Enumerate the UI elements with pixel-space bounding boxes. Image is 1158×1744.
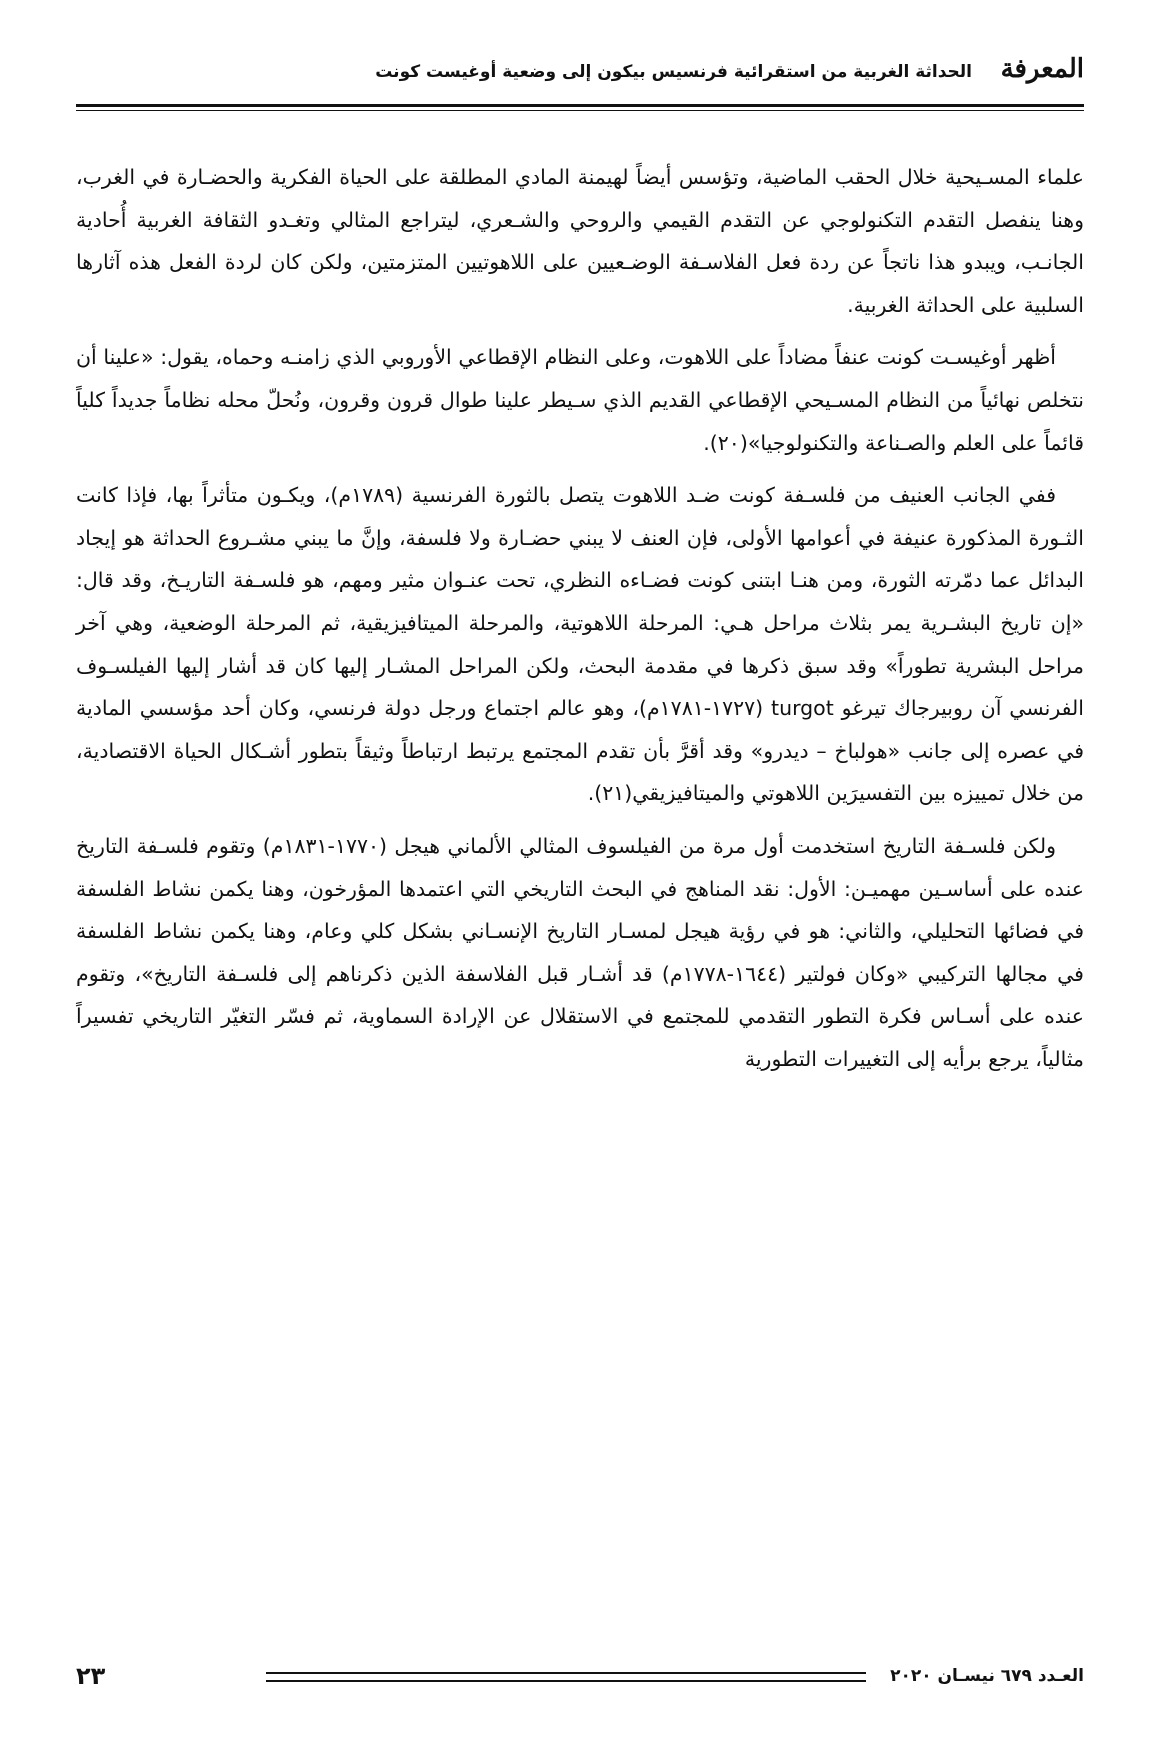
paragraph: أظهر أوغيسـت كونت عنفاً مضاداً على اللاهوت، وعلى النظام الإقطاعي الأوروبي الذي زامنـه وحماه، يقول: «علينا أن نتخلص نهائياً من النظام المسـيحي الإقطاعي القديم الذي سـيطر علينا طوال قرون وقرون، ونُحلّ محله نظاماً جديداً كلياً قائماً على العلم والصـناعة والتكنولوجيا»(٢٠).: [76, 345, 1084, 455]
footer-rule: [266, 1680, 866, 1682]
header-rule: [76, 104, 1084, 107]
article-body: [76, 156, 1084, 1696]
page-footer: [76, 1662, 1084, 1706]
paragraph: علماء المسـيحية خلال الحقب الماضية، وتؤسس أيضاً لهيمنة المادي المطلقة على الحياة الفكرية والحضـارة في الغرب، وهنا ينفصل التقدم التكنولوجي عن التقدم القيمي والروحي والشـعري، ليتراجع المثالي وتغـدو الثقافة الغربية أُحادية الجانـب، ويبدو هذا ناتجاً عن ردة فعل الفلاسـفة الوضـعيين على اللاهوتيين المتزمتين، ولكن كان لردة الفعل هذه آثارها السلبية على الحداثة الغربية.: [76, 165, 1084, 317]
issue-info: العـدد ٦٧٩ نيسـان ٢٠٢٠: [890, 1666, 1084, 1686]
paragraph: ففي الجانب العنيف من فلسـفة كونت ضـد اللاهوت يتصل بالثورة الفرنسية (١٧٨٩م)، ويكـون متأثراً بها، فإذا كانت الثـورة المذكورة عنيفة في أعوامها الأولى، فإن العنف لا يبني حضـارة ولا فلسفة، وإنَّ ما يبني مشـروع الحداثة هو إيجاد البدائل عما دمّرته الثورة، ومن هنـا ابتنى كونت فضـاءه النظري، تحت عنـوان مثير ومهم، هو فلسـفة التاريـخ، وقد قال: «إن تاريخ البشـرية يمر بثلاث مراحل هـي: المرحلة اللاهوتية، والمرحلة الميتافيزيقية، ثم المرحلة الوضعية، وهي آخر مراحل البشرية تطوراً» وقد سبق ذكرها في مقدمة البحث، ولكن المراحل المشـار إليها كان قد أشار إليها الفيلسـوف الفرنسي آن روبيرجاك تيرغو turgot (١٧٢٧-١٧٨١م)، وهو عالم اجتماع ورجل دولة فرنسي، وكان أحد مؤسسي المادية في عصره إلى جانب «هولباخ – ديدرو» وقد أقرَّ بأن تقدم المجتمع يرتبط ارتباطاً وثيقاً بتطور أشـكال الحياة الاقتصادية، من خلال تمييزه بين التفسيرَين اللاهوتي والميتافيزيقي(٢١).: [76, 483, 1084, 806]
paragraph: ولكن فلسـفة التاريخ استخدمت أول مرة من الفيلسوف المثالي الألماني هيجل (١٧٧٠-١٨٣١م) وتقوم فلسـفة التاريخ عنده على أساسـين مهميـن: الأول: نقد المناهج في البحث التاريخي التي اعتمدها المؤرخون، وهنا يكمن نشاط الفلسفة في فضائها التحليلي، والثاني: هو في رؤية هيجل لمسـار التاريخ الإنسـاني بشكل كلي وعام، وهنا يكمن نشاط الفلسفة في مجالها التركيبي «وكان فولتير (١٦٤٤-١٧٧٨م) قد أشـار قبل الفلاسفة الذين ذكرناهم إلى فلسـفة التاريخ»، وتقوم عنده على أسـاس فكرة التطور التقدمي للمجتمع في الاستقلال عن الإرادة السماوية، ثم فسّر التغيّر التاريخي تفسيراً مثالياً، يرجع برأيه إلى التغييرات التطورية: [76, 833, 1084, 1071]
header-rule-thin: [76, 110, 1084, 111]
running-title: الحداثة الغربية من استقرائية فرنسيس بيكون إلى وضعية أوغيست كونت: [375, 62, 972, 82]
page-number: ٢٣: [76, 1662, 106, 1690]
journal-logo: المعرفة: [1000, 54, 1084, 84]
page-header: [76, 52, 1084, 96]
footer-rule: [266, 1672, 866, 1674]
